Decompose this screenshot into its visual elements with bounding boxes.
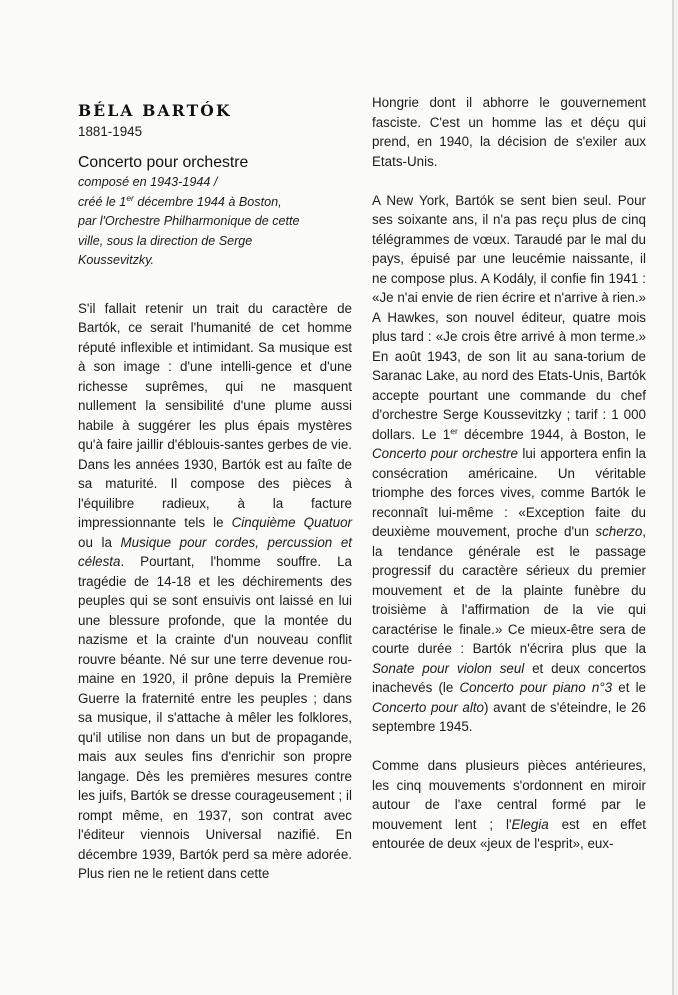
- performers-line-2: ville, sous la direction de Serge: [78, 233, 253, 248]
- composer-dates: 1881-1945: [78, 124, 143, 139]
- text-run: S'il fallait retenir un trait du caractère de Bartók, ce serait l'humanité de cet homme réputé inflexible et intimidant. Sa musique est à son image : d'une intelli-gence et d'une richesse suprêmes, qui ne masquent nullement la sensibilité d'une plume aussi habile à suggérer les plus épais mystères qu'à faire jaillir d'éblouis-santes gerbes de vie. Dans les années 1930, Bartók est au faîte de sa maturité. Il compose des pièces à l'équilibre radieux, à la facture impressionnante tels le: [78, 300, 352, 531]
- premiere-sup: er: [126, 192, 134, 203]
- work-reference: Concerto pour piano n°3: [459, 680, 613, 695]
- text-run: . Pourtant, l'homme souffre. La tragédie de 14-18 et les déchirements des peuples qui se sont ensuivis ont laissé en lui une blessure profonde, que la montée du nazisme et la crainte d'un nouveau conflit rouvre béante. Né sur une terre devenue rou-maine en 1920, il prône depuis la Première Guerre la fraternité entre les peuples ; dans sa musique, il s'attache à mêler les folklores, qu'il utilise non dans un but de propagande, mais aux seules fins d'enrichir son propre langage. Dès les premières mesures contre les juifs, Bartók se dresse courageusement ; il rompt même, en 1937, son contrat avec l'éditeur viennois Universal nazifié. En décembre 1939, Bartók perd sa mère adorée. Plus rien ne le retient dans cette: [78, 554, 352, 882]
- text-run: lui apportera enfin la consécration américaine. Un véritable triomphe des forces vives, comme Bartók le reconnaît lui-même : «Exception faite du deuxième mouvement, proche d'un: [372, 446, 646, 539]
- work-title: Concerto pour orchestre: [78, 154, 249, 171]
- text-run: , la tendance générale est le passage progressif du caractère sérieux du premier mouvement et de la plainte funèbre du troisième à l'affirmation de la vie qui caractérise le finale.» Ce mieux-être sera de courte durée : Bartók n'écrira plus que la: [372, 524, 646, 656]
- ordinal-sup: er: [450, 425, 458, 436]
- performers-line-3: Koussevitzky.: [78, 253, 155, 268]
- right-column: [372, 93, 646, 854]
- work-reference: Concerto pour orchestre: [372, 446, 518, 461]
- body-paragraph-1: [78, 299, 352, 884]
- performers-line-1: par l'Orchestre Philharmonique de cette: [78, 214, 300, 229]
- text-run: et le: [612, 680, 647, 695]
- page-edge-line: [672, 0, 674, 995]
- premiere-post: décembre 1944 à Boston,: [133, 194, 282, 209]
- work-info: [78, 173, 352, 271]
- work-reference: Elegia: [511, 816, 549, 832]
- page-edge-shadow: [674, 0, 678, 995]
- work-reference: Concerto pour alto: [372, 699, 485, 715]
- work-reference: Sonate pour violon seul: [372, 660, 525, 676]
- body-paragraph-2: Hongrie dont il abhorre le gouvernement fasciste. C'est un homme las et déçu qui prend, en 1940, la décision de s'exiler aux Etats-Unis.: [372, 95, 646, 169]
- text-run: et deux concertos inachevés (le: [372, 660, 646, 695]
- work-reference: Musique pour cordes, percussion et célesta: [78, 534, 352, 570]
- composer-name: BÉLA BARTÓK: [78, 101, 232, 120]
- text-run: Comme dans plusieurs pièces antérieures, les cinq mouvements s'ordonnent en miroir autour de l'axe central formé par le mouvement lent ; l': [372, 758, 646, 832]
- body-paragraph-3: [372, 191, 646, 737]
- text-run: est en effet entourée de deux «jeux de l'esprit», eux-: [372, 816, 646, 851]
- work-reference: Cinquième Quatuor: [231, 515, 352, 531]
- text-run: A New York, Bartók se sent bien seul. Pour ses soixante ans, il n'a pas reçu plus de cinq télégrammes de vœux. Taraudé par le mal du pays, épuisé par une leucémie naissante, il ne compose plus. A Kodály, il confie fin 1941 : «Je n'ai envie de rien écrire et n'arrive à rien.» A Hawkes, son nouvel éditeur, quatre mois plus tard : «Je crois être arrivé à mon terme.» En août 1943, de son lit au sana-torium de Saranac Lake, au nord des Etats-Unis, Bartók accepte pourtant une commande du chef d'orchestre Serge Koussevitzky ; tarif : 1 000 dollars. Le 1: [372, 192, 646, 442]
- text-run: ) avant de s'éteindre, le 26 septembre 1945.: [372, 699, 646, 734]
- left-column: [78, 93, 352, 884]
- body-paragraph-4: [372, 756, 646, 854]
- text-run: décembre 1944, à Boston, le: [457, 426, 646, 442]
- text-run: ou la: [78, 534, 121, 550]
- premiere-pre: créé le 1: [78, 194, 127, 209]
- composition-date: composé en 1943-1944 /: [78, 175, 218, 189]
- premiere-line: [78, 193, 352, 213]
- work-reference: scherzo: [595, 524, 643, 539]
